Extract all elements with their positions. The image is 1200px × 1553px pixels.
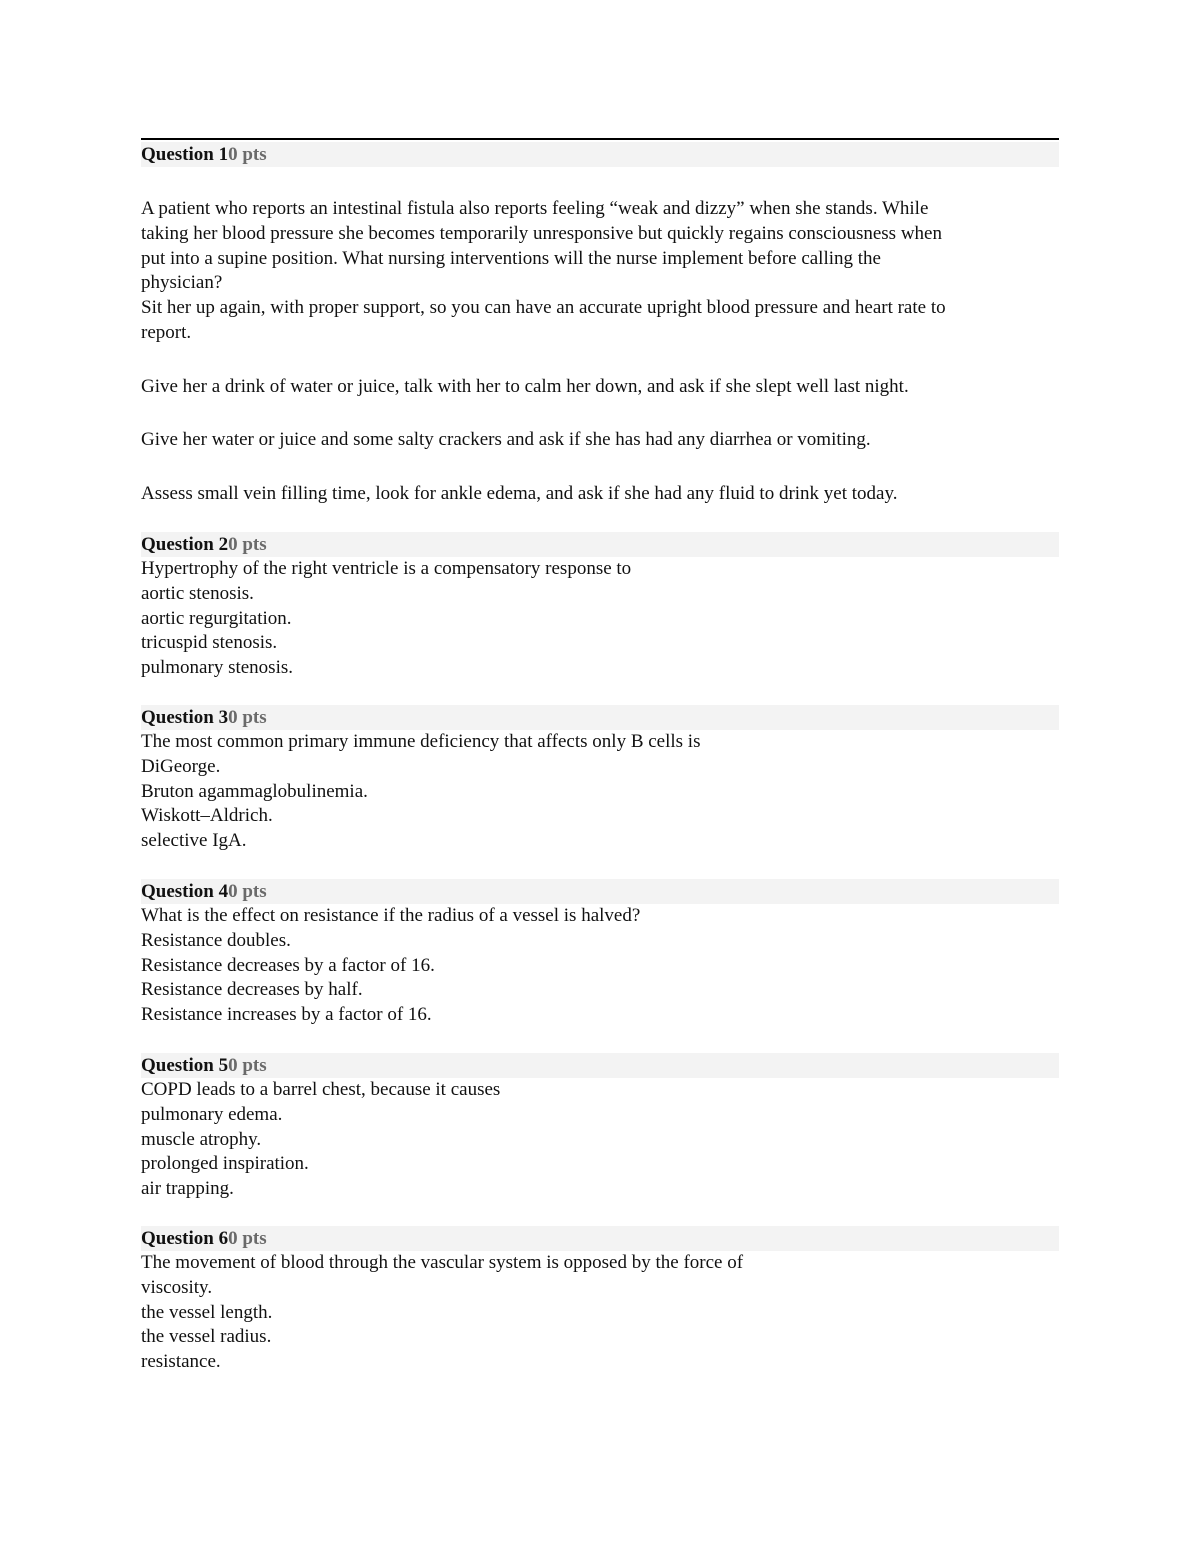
question-1-stem bbox=[141, 197, 1059, 346]
question-1 bbox=[141, 142, 1059, 167]
answer-option[interactable]: pulmonary edema. bbox=[141, 1103, 283, 1125]
answer-option[interactable]: the vessel length. bbox=[141, 1301, 273, 1323]
question-header bbox=[141, 705, 1059, 730]
question-title: Question 6 bbox=[141, 1228, 229, 1249]
answer-option[interactable]: air trapping. bbox=[141, 1178, 234, 1200]
answer-option-continued[interactable]: report. bbox=[141, 321, 192, 343]
answer-option[interactable]: Resistance doubles. bbox=[141, 929, 291, 951]
answer-option[interactable]: viscosity. bbox=[141, 1276, 213, 1298]
answer-option[interactable]: Resistance decreases by a factor of 16. bbox=[141, 954, 435, 976]
question-header bbox=[141, 532, 1059, 557]
question-header bbox=[141, 879, 1059, 904]
question-stem: Hypertrophy of the right ventricle is a compensatory response to bbox=[141, 558, 632, 579]
question-1-option-c bbox=[141, 428, 1059, 453]
question-title: Question 4 bbox=[141, 881, 229, 902]
question-2 bbox=[141, 532, 1059, 681]
question-6 bbox=[141, 1226, 1059, 1375]
question-points: 0 pts bbox=[228, 534, 267, 555]
answer-option[interactable]: muscle atrophy. bbox=[141, 1128, 262, 1150]
answer-option[interactable]: Sit her up again, with proper support, so you can have an accurate upright blood pressure and heart rate to bbox=[141, 297, 946, 319]
question-1-option-d bbox=[141, 482, 1059, 507]
question-title: Question 2 bbox=[141, 534, 229, 555]
question-stem-line: A patient who reports an intestinal fistula also reports feeling “weak and dizzy” when she stands. While bbox=[141, 198, 929, 219]
question-title: Question 1 bbox=[141, 144, 229, 165]
answer-option[interactable]: Bruton agammaglobulinemia. bbox=[141, 780, 368, 802]
answer-option[interactable]: Resistance decreases by half. bbox=[141, 979, 363, 1001]
answer-option[interactable]: Resistance increases by a factor of 16. bbox=[141, 1004, 432, 1026]
question-title: Question 3 bbox=[141, 707, 229, 728]
answer-option[interactable]: tricuspid stenosis. bbox=[141, 632, 278, 654]
answer-option[interactable]: Give her a drink of water or juice, talk with her to calm her down, and ask if she slept well last night. bbox=[141, 376, 909, 397]
answer-option[interactable]: prolonged inspiration. bbox=[141, 1153, 309, 1175]
question-stem-line: physician? bbox=[141, 272, 223, 294]
question-stem: What is the effect on resistance if the radius of a vessel is halved? bbox=[141, 905, 641, 926]
question-header bbox=[141, 1053, 1059, 1078]
question-points: 0 pts bbox=[228, 1055, 267, 1076]
answer-option[interactable]: resistance. bbox=[141, 1351, 221, 1373]
answer-option[interactable]: selective IgA. bbox=[141, 830, 247, 852]
question-points: 0 pts bbox=[228, 144, 267, 165]
answer-option[interactable]: aortic stenosis. bbox=[141, 582, 254, 604]
answer-option[interactable]: aortic regurgitation. bbox=[141, 607, 292, 629]
question-stem: The movement of blood through the vascular system is opposed by the force of bbox=[141, 1252, 744, 1273]
question-stem-line: taking her blood pressure she becomes temporarily unresponsive but quickly regains consciousness when bbox=[141, 222, 942, 244]
question-stem: The most common primary immune deficiency that affects only B cells is bbox=[141, 731, 701, 752]
answer-option[interactable]: Give her water or juice and some salty crackers and ask if she has had any diarrhea or vomiting. bbox=[141, 429, 871, 450]
question-4 bbox=[141, 879, 1059, 1028]
question-header bbox=[141, 142, 1059, 167]
answer-option[interactable]: Wiskott–Aldrich. bbox=[141, 805, 273, 827]
question-5 bbox=[141, 1053, 1059, 1202]
question-points: 0 pts bbox=[228, 1228, 267, 1249]
top-divider bbox=[141, 138, 1059, 140]
question-title: Question 5 bbox=[141, 1055, 229, 1076]
question-stem-line: put into a supine position. What nursing interventions will the nurse implement before calling the bbox=[141, 247, 881, 269]
answer-option[interactable]: DiGeorge. bbox=[141, 755, 221, 777]
answer-option[interactable]: pulmonary stenosis. bbox=[141, 657, 293, 679]
question-3 bbox=[141, 705, 1059, 854]
answer-option[interactable]: Assess small vein filling time, look for ankle edema, and ask if she had any fluid to drink yet today. bbox=[141, 483, 898, 504]
answer-option[interactable]: the vessel radius. bbox=[141, 1326, 272, 1348]
question-stem: COPD leads to a barrel chest, because it causes bbox=[141, 1079, 501, 1100]
question-header bbox=[141, 1226, 1059, 1251]
question-points: 0 pts bbox=[228, 707, 267, 728]
question-1-option-b bbox=[141, 375, 1059, 400]
question-points: 0 pts bbox=[228, 881, 267, 902]
